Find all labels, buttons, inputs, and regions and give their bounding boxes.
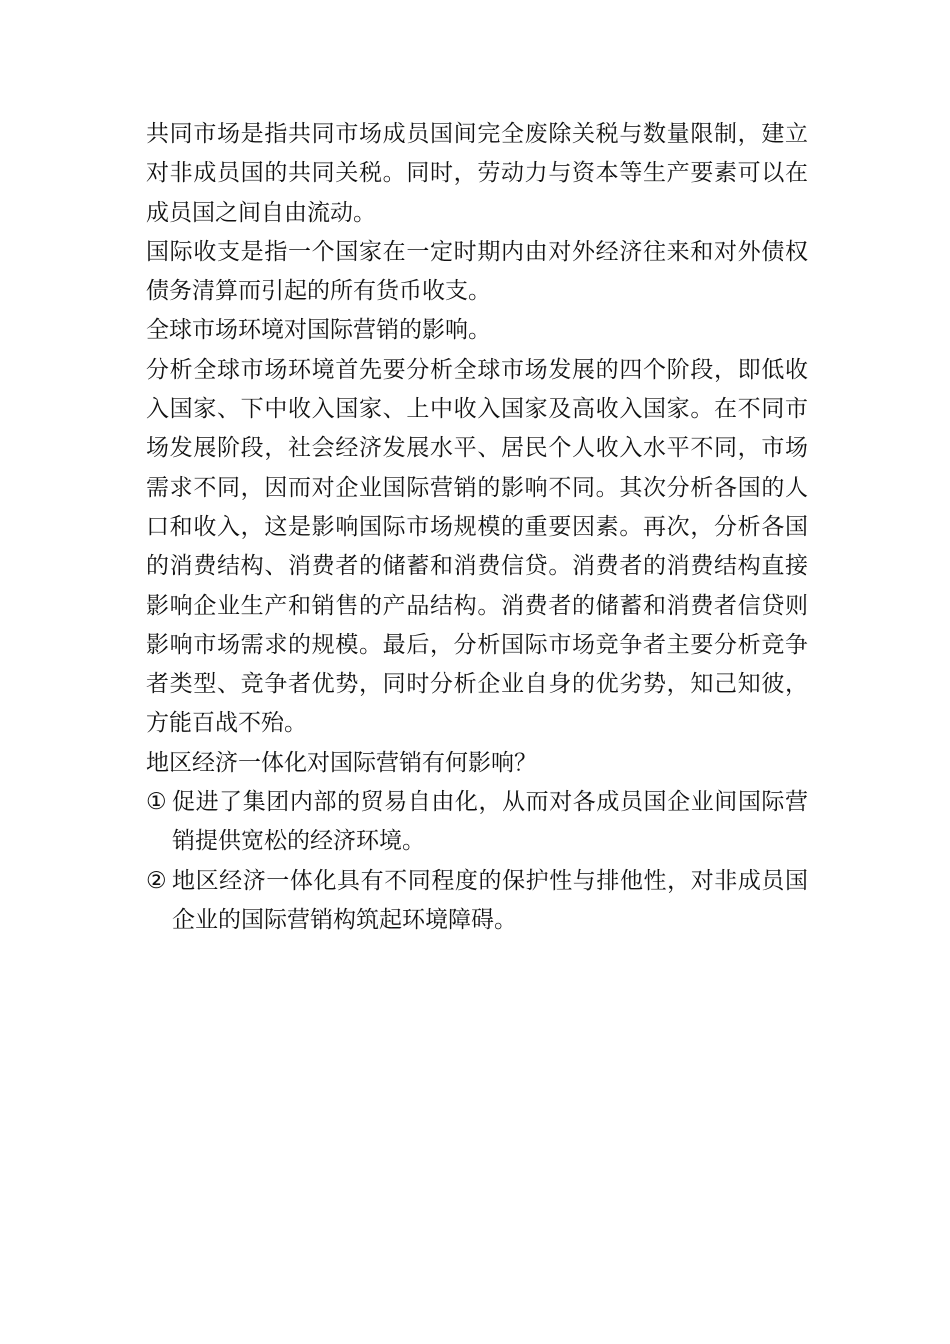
- document-body: [146, 115, 808, 940]
- paragraph-heading-global-environment: 全球市场环境对国际营销的影响。: [146, 317, 491, 344]
- paragraph-global-environment-analysis: 分析全球市场环境首先要分析全球市场发展的四个阶段，即低收入国家、下中收入国家、上中收入国家及高收入国家。在不同市场发展阶段，社会经济发展水平、居民个人收入水平不同，市场需求不同，因而对企业国际营销的影响不同。其次分析各国的人口和收入，这是影响国际市场规模的重要因素。再次，分析各国的消费结构、消费者的储蓄和消费信贷。消费者的消费结构直接影响企业生产和销售的产品结构。消费者的储蓄和消费者信贷则影响市场需求的规模。最后，分析国际市场竞争者主要分析竞争者类型、竞争者优势，同时分析企业自身的优劣势，知己知彼，方能百战不殆。: [146, 356, 808, 737]
- list-item-text: 促进了集团内部的贸易自由化，从而对各成员国企业间国际营销提供宽松的经济环境。: [172, 789, 808, 855]
- list-item: [146, 862, 808, 941]
- list-marker: ②: [146, 867, 167, 894]
- list-item-text: 地区经济一体化具有不同程度的保护性与排他性，对非成员国企业的国际营销构筑起环境障碍。: [172, 867, 808, 933]
- paragraph-heading-regional-integration: 地区经济一体化对国际营销有何影响？: [146, 749, 537, 776]
- paragraph-common-market: 共同市场是指共同市场成员国间完全废除关税与数量限制，建立对非成员国的共同关税。同时，劳动力与资本等生产要素可以在成员国之间自由流动。: [146, 121, 808, 226]
- list-marker: ①: [146, 789, 167, 816]
- list-item: [146, 783, 808, 862]
- paragraph-balance-of-payments: 国际收支是指一个国家在一定时期内由对外经济往来和对外债权债务清算而引起的所有货币收支。: [146, 238, 808, 305]
